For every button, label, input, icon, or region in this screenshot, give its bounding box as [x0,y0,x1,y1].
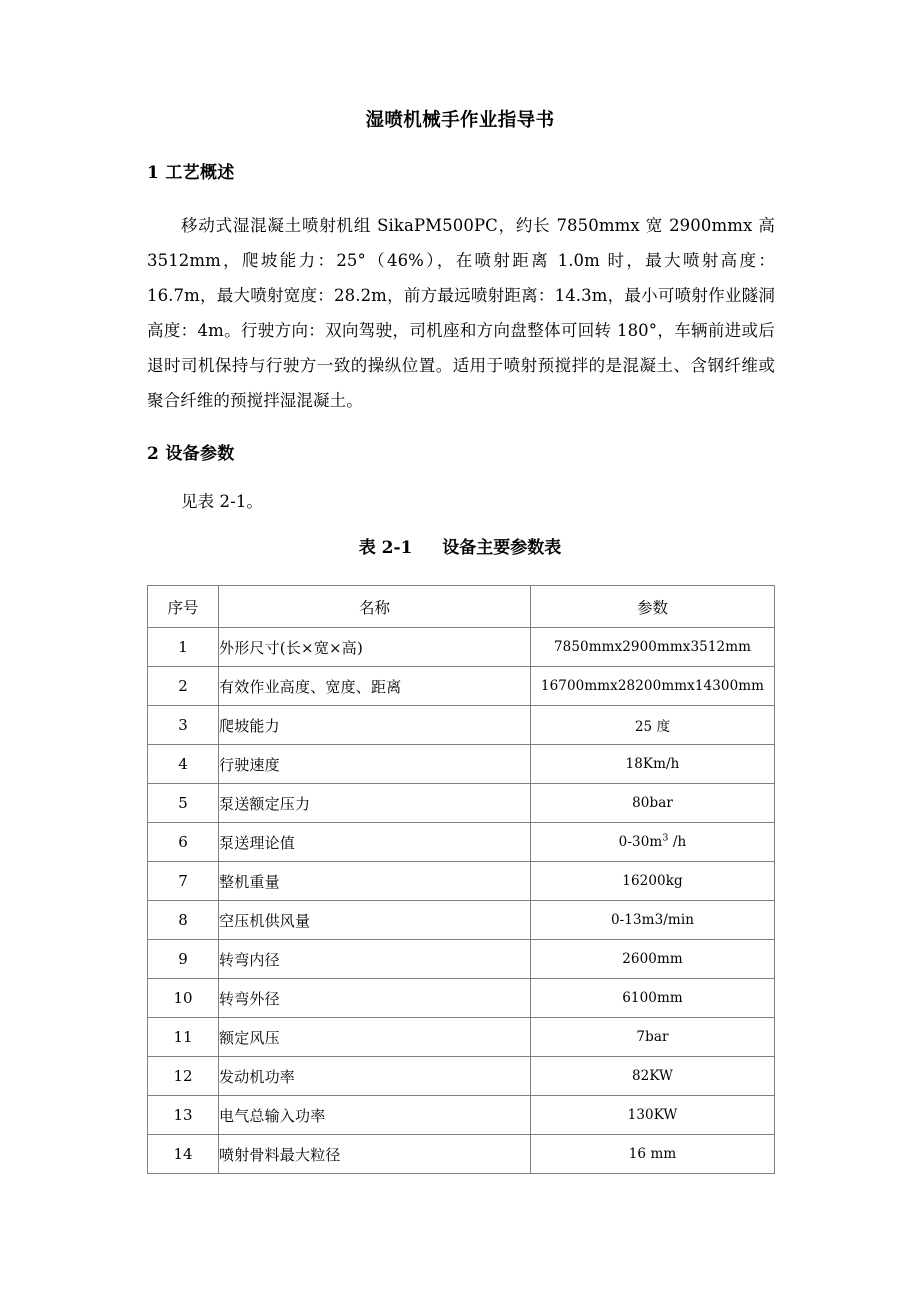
section-title-2: 设备参数 [165,444,235,464]
table-caption-number: 表 2-1 [358,538,413,558]
cell-index: 6 [148,823,219,862]
cell-name: 空压机供风量 [219,901,531,940]
table-row [148,784,775,823]
table-body [148,628,775,1174]
cell-index: 8 [148,901,219,940]
cell-name: 有效作业高度、宽度、距离 [219,667,531,706]
column-header-index: 序号 [148,586,219,628]
cell-name: 喷射骨料最大粒径 [219,1135,531,1174]
cell-name: 电气总输入功率 [219,1096,531,1135]
cell-name: 转弯外径 [219,979,531,1018]
cell-value: 0-13m3/min [531,901,775,940]
cell-index: 10 [148,979,219,1018]
equipment-parameters-table [147,585,775,1174]
cell-name: 泵送理论值 [219,823,531,862]
table-row [148,1096,775,1135]
section-title-1: 工艺概述 [165,163,235,183]
cell-index: 11 [148,1018,219,1057]
cell-value: 16700mmx28200mmx14300mm [531,667,775,706]
page-title: 湿喷机械手作业指导书 [365,110,555,131]
cell-name: 额定风压 [219,1018,531,1057]
table-row [148,823,775,862]
cell-value: 80bar [531,784,775,823]
cell-index: 2 [148,667,219,706]
cell-index: 13 [148,1096,219,1135]
table-row [148,1018,775,1057]
cell-value: 7bar [531,1018,775,1057]
cell-name: 转弯内径 [219,940,531,979]
table-row [148,667,775,706]
cell-value: 18Km/h [531,745,775,784]
cell-value: 16200kg [531,862,775,901]
table-row [148,979,775,1018]
cell-value: $0-30m^3$ /h [531,823,775,862]
cell-name: 外形尺寸(长×宽×高) [219,628,531,667]
section-number-2: 2 [147,444,160,464]
table-row [148,862,775,901]
table-row [148,1135,775,1174]
cell-value: 7850mmx2900mmx3512mm [531,628,775,667]
section-number-1: 1 [147,163,160,183]
cell-index: 5 [148,784,219,823]
cell-value: 130KW [531,1096,775,1135]
column-header-value: 参数 [531,586,775,628]
table-row [148,706,775,745]
cell-index: 3 [148,706,219,745]
table-header [148,586,775,628]
table-caption [0,535,920,561]
cell-value: 16 mm [531,1135,775,1174]
section-heading-2 [147,441,235,467]
cell-index: 9 [148,940,219,979]
cell-value: 2600mm [531,940,775,979]
paragraph-process-overview: 移动式湿混凝土喷射机组 SikaPM500PC，约长 7850mmx 宽 2900mmx 高 3512mm，爬坡能力：25°（46%），在喷射距离 1.0m 时，最大喷射高度：16.7m，最大喷射宽度：28.2m，前方最远喷射距离：14.3m，最小可喷射作业隧洞高度：4m。行驶方向：双向驾驶，司机座和方向盘整体可回转 180°，车辆前进或后退时司机保持与行驶方一致的操纵位置。适用于喷射预搅拌的是混凝土、含钢纤维或聚合纤维的预搅拌湿混凝土。 [147,216,775,410]
cell-name: 泵送额定压力 [219,784,531,823]
cell-name: 整机重量 [219,862,531,901]
table-row [148,901,775,940]
table-caption-title: 设备主要参数表 [442,538,562,558]
table-row [148,1057,775,1096]
table-header-row [148,586,775,628]
section-heading-1 [147,160,235,186]
paragraph-see-table: 见表 2-1。 [181,492,264,511]
cell-value: 6100mm [531,979,775,1018]
table-row [148,940,775,979]
cell-value: 25 度 [531,706,775,745]
table-row [148,628,775,667]
cell-index: 4 [148,745,219,784]
cell-name: 爬坡能力 [219,706,531,745]
cell-name: 发动机功率 [219,1057,531,1096]
cell-value: 82KW [531,1057,775,1096]
column-header-name: 名称 [219,586,531,628]
cell-index: 12 [148,1057,219,1096]
table-row [148,745,775,784]
cell-name: 行驶速度 [219,745,531,784]
cell-index: 14 [148,1135,219,1174]
cell-index: 7 [148,862,219,901]
cell-index: 1 [148,628,219,667]
